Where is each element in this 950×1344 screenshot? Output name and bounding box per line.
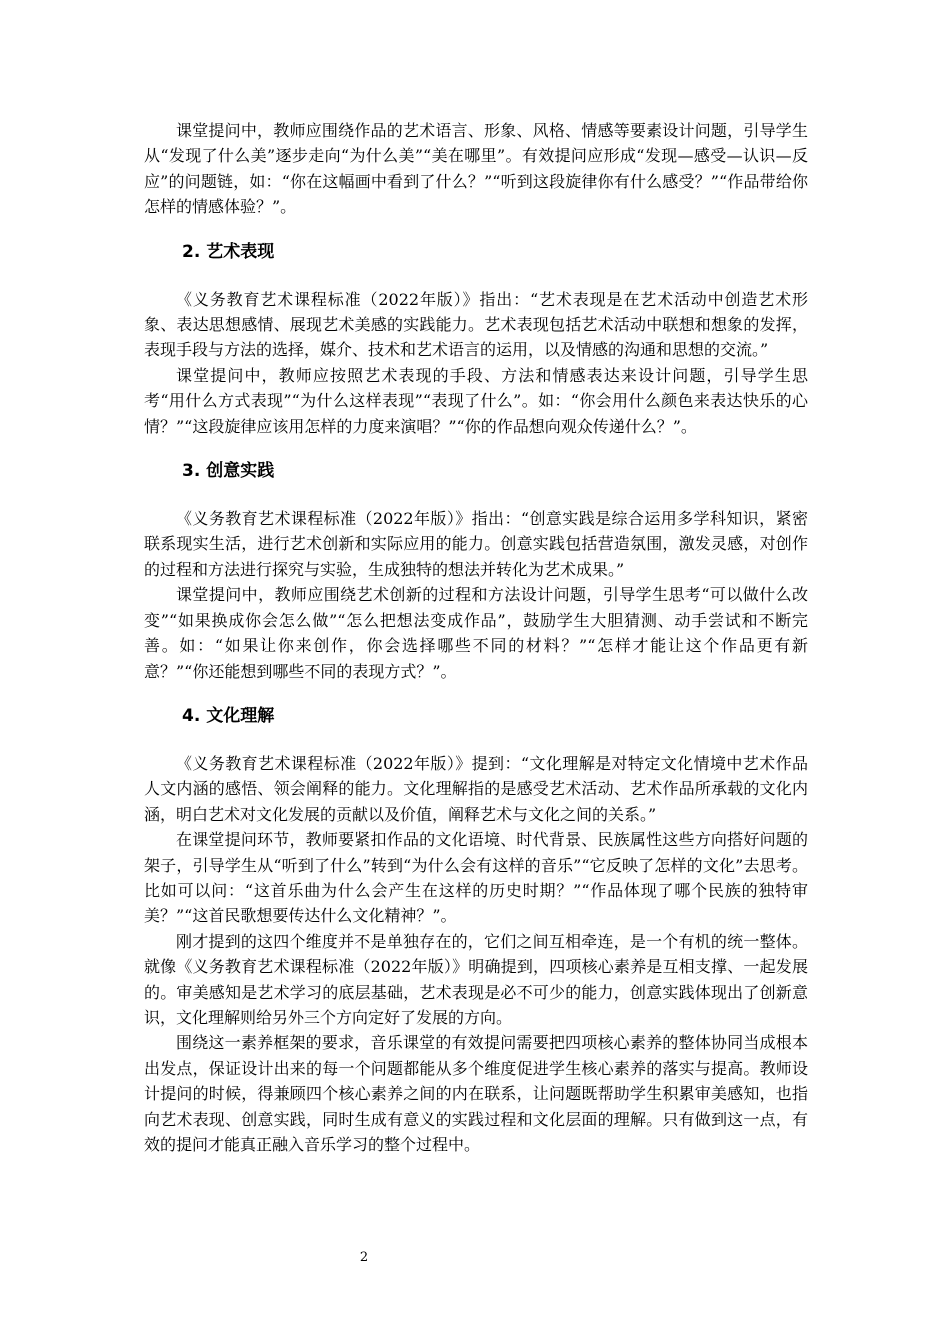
paragraph: 课堂提问中，教师应围绕作品的艺术语言、形象、风格、情感等要素设计问题，引导学生从“发现了什么美”逐步走向“为什么美”“美在哪里”。有效提问应形成“发现—感受—认识—反应”的问题链，如：“你在这幅画中看到了什么？”“听到这段旋律你有什么感受？”“作品带给你怎样的情感体验？”。 (144, 121, 808, 217)
paragraph: 《义务教育艺术课程标准（2022年版）》提到：“文化理解是对特定文化情境中艺术作品人文内涵的感悟、领会阐释的能力。文化理解指的是感受艺术活动、艺术作品所承载的文化内涵，明白艺术对文化发展的贡献以及价值，阐释艺术与文化之间的关系。” (144, 753, 808, 824)
paragraph: 围绕这一素养框架的要求，音乐课堂的有效提问需要把四项核心素养的整体协同当成根本出发点，保证设计出来的每一个问题都能从多个维度促进学生核心素养的落实与提高。教师设计提问的时候，得兼顾四个核心素养之间的内在联系，让问题既帮助学生积累审美感知，也指向艺术表现、创意实践，同时生成有意义的实践过程和文化层面的理解。只有做到这一点，有效的提问才能真正融入音乐学习的整个过程中。 (144, 1033, 808, 1154)
section-heading-artistic-expression: 2. 艺术表现 (182, 241, 275, 262)
section-heading-creative-practice: 3. 创意实践 (182, 461, 275, 482)
paragraph: 课堂提问中，教师应围绕艺术创新的过程和方法设计问题，引导学生思考“可以做什么改变”“如果换成你会怎么做”“怎么把想法变成作品”，鼓励学生大胆猜测、动手尝试和不断完善。如：“如果让你来创作，你会选择哪些不同的材料？”“怎样才能让这个作品更有新意？”“你还能想到哪些不同的表现方式？”。 (144, 585, 808, 681)
section-heading-cultural-understanding: 4. 文化理解 (182, 705, 275, 726)
document-body (144, 118, 808, 1157)
paragraph: 课堂提问中，教师应按照艺术表现的手段、方法和情感表达来设计问题，引导学生思考“用什么方式表现”“为什么这样表现”“表现了什么”。如：“你会用什么颜色来表达快乐的心情？”“这段旋律应该用怎样的力度来演唱？”“你的作品想向观众传递什么？”。 (144, 365, 808, 436)
paragraph: 在课堂提问环节，教师要紧扣作品的文化语境、时代背景、民族属性这些方向搭好问题的架子，引导学生从“听到了什么”转到“为什么会有这样的音乐”“它反映了怎样的文化”去思考。比如可以问：“这首乐曲为什么会产生在这样的历史时期？”“作品体现了哪个民族的独特审美？”“这首民歌想要传达什么文化精神？”。 (144, 830, 808, 926)
paragraph: 刚才提到的这四个维度并不是单独存在的，它们之间互相牵连，是一个有机的统一整体。就像《义务教育艺术课程标准（2022年版）》明确提到，四项核心素养是互相支撑、一起发展的。审美感知是艺术学习的底层基础，艺术表现是必不可少的能力，创意实践体现出了创新意识，文化理解则给另外三个方向定好了发展的方向。 (144, 931, 808, 1027)
page-number: 2 (359, 1250, 369, 1265)
paragraph: 《义务教育艺术课程标准（2022年版）》指出：“艺术表现是在艺术活动中创造艺术形象、表达思想感情、展现艺术美感的实践能力。艺术表现包括艺术活动中联想和想象的发挥，表现手段与方法的选择，媒介、技术和艺术语言的运用，以及情感的沟通和思想的交流。” (144, 289, 808, 360)
paragraph: 《义务教育艺术课程标准（2022年版）》指出：“创意实践是综合运用多学科知识，紧密联系现实生活，进行艺术创新和实际应用的能力。创意实践包括营造氛围，激发灵感，对创作的过程和方法进行探究与实验，生成独特的想法并转化为艺术成果。” (144, 509, 808, 579)
